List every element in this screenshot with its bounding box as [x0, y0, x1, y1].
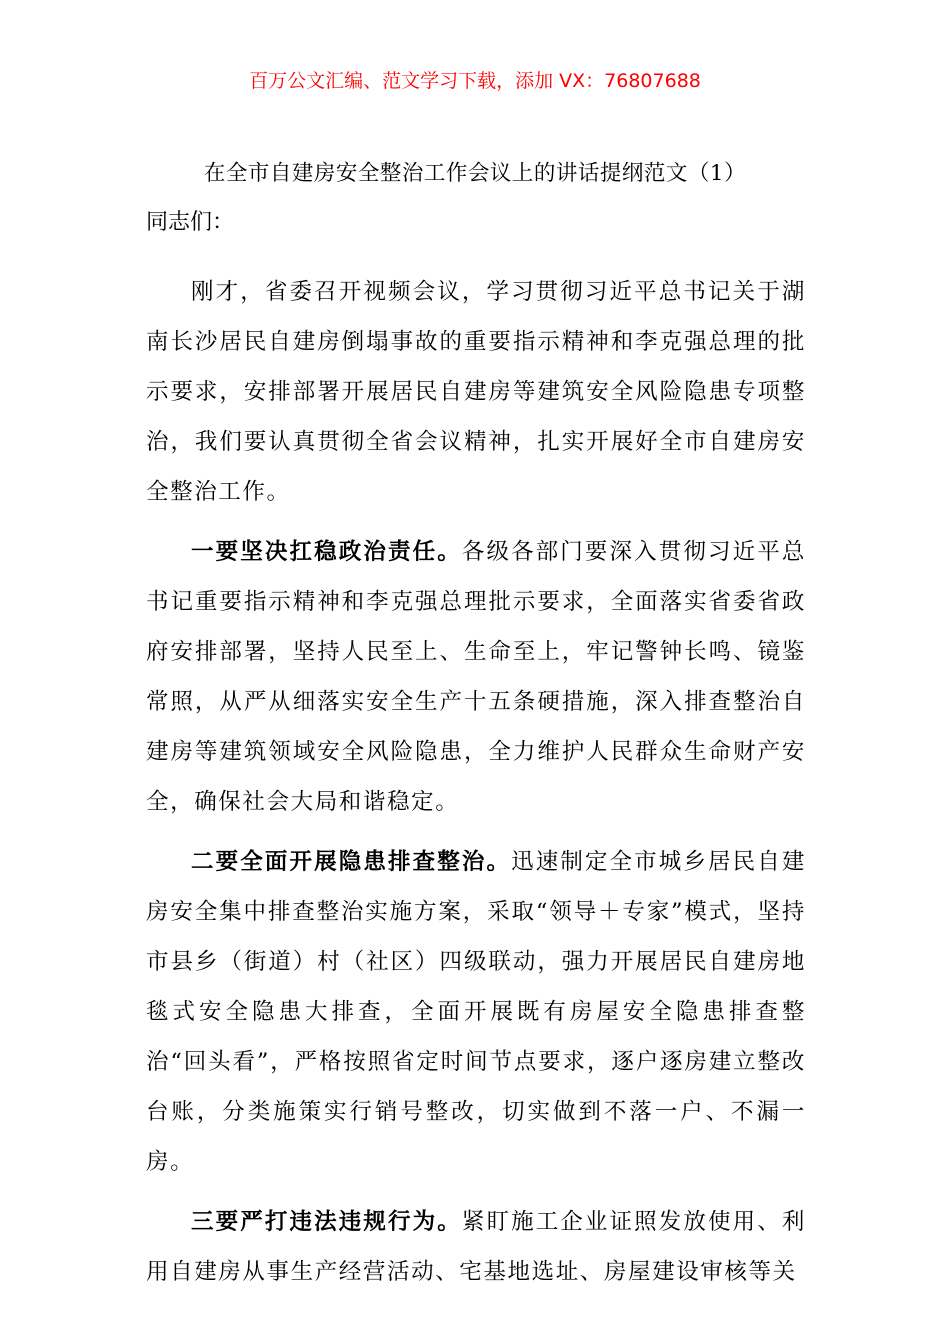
- paragraph-intro: [146, 267, 806, 517]
- paragraph-text: 刚才，省委召开视频会议，学习贯彻习近平总书记关于湖南长沙居民自建房倒塌事故的重要指示精神和李克强总理的批示要求，安排部署开展居民自建房等建筑安全风险隐患专项整治，我们要认真贯彻全省会议精神，扎实开展好全市自建房安全整治工作。: [146, 279, 806, 505]
- paragraph-text: 各级各部门要深入贯彻习近平总书记重要指示精神和李克强总理批示要求，全面落实省委省政府安排部署，坚持人民至上、生命至上，牢记警钟长鸣、镜鉴常照，从严从细落实安全生产十五条硬措施，深入排查整治自建房等建筑领域安全风险隐患，全力维护人民群众生命财产安全，确保社会大局和谐稳定。: [146, 539, 806, 815]
- paragraph-point-2: [146, 837, 806, 1187]
- paragraph-point-1: [146, 527, 806, 827]
- paragraph-point-3: [146, 1197, 806, 1297]
- paragraph-lead: 三要严打违法违规行为。: [191, 1209, 462, 1235]
- paragraph-text: 紧盯施工企业证照发放使用、利用自建房从事生产经营活动、宅基地选址、房屋建设审核等关: [146, 1209, 806, 1285]
- header-watermark-note: 百万公文汇编、范文学习下载，添加 VX：76807688: [249, 70, 701, 92]
- document-title: 在全市自建房安全整治工作会议上的讲话提纲范文（1）: [203, 161, 747, 186]
- salutation: 同志们：: [146, 210, 235, 235]
- paragraph-text: 迅速制定全市城乡居民自建房安全集中排查整治实施方案，采取“领导＋专家”模式，坚持市县乡（街道）村（社区）四级联动，强力开展居民自建房地毯式安全隐患大排查，全面开展既有房屋安全隐患排查整治“回头看”，严格按照省定时间节点要求，逐户逐房建立整改台账，分类施策实行销号整改，切实做到不落一户、不漏一房。: [146, 849, 807, 1175]
- paragraph-lead: 二要全面开展隐患排查整治。: [191, 849, 512, 875]
- document-body: [146, 267, 806, 1307]
- paragraph-lead: 一要坚决扛稳政治责任。: [191, 539, 462, 565]
